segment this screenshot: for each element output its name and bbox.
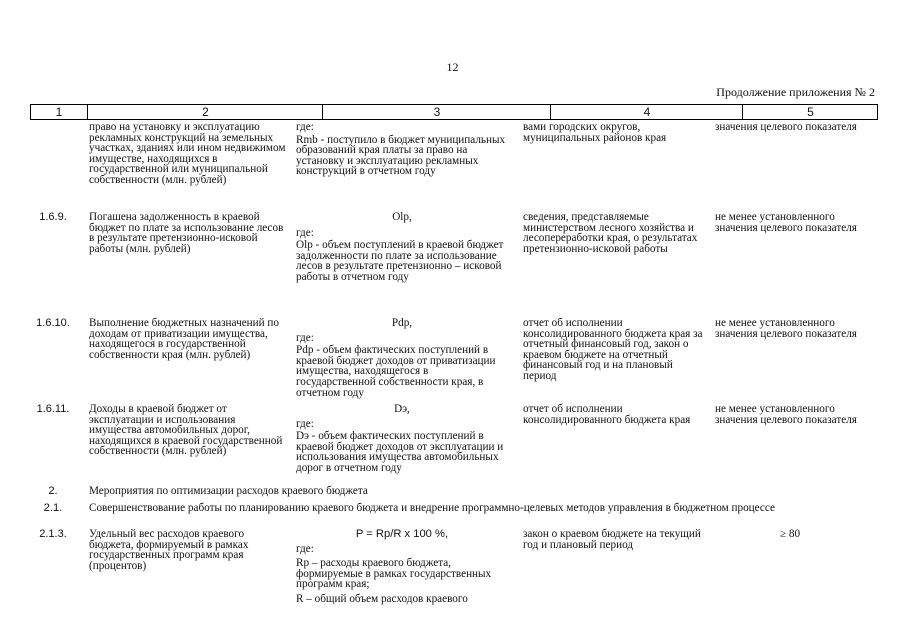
column-header-2: 2	[87, 105, 323, 119]
method-line: Olp - объем поступлений в краевой бюджет задолженности по плате за использование лесов в результате претензионно – исковой работы в отчетном году	[296, 239, 504, 283]
column-header-1: 1	[55, 105, 63, 119]
row-number: 2.1.3.	[39, 528, 67, 540]
indicator-cell: Погашена задолженность в краевой бюджет по плате за использование лесов в результате претензионно-исковой работы (млн. рублей)	[89, 211, 284, 255]
target-cell: не менее установленного значения целевого показателя	[715, 211, 857, 234]
column-header-4: 4	[550, 105, 743, 119]
method-line: Rp – расходы краевого бюджета, формируемые в рамках государственных программ края;	[296, 557, 492, 591]
target-cell: значения целевого показателя	[715, 121, 857, 133]
method-cell	[296, 212, 508, 283]
method-line: где:	[296, 542, 314, 555]
method-line: где:	[296, 417, 314, 430]
formula: Pdp,	[391, 317, 413, 329]
continuation-label: Продолжение приложения № 2	[716, 85, 875, 99]
method-line: R – общий объем расходов краевого	[296, 592, 468, 605]
indicator-cell: Выполнение бюджетных назначений по доходам от приватизации имущества, находящегося в государственной собственности края (млн. рублей)	[89, 317, 279, 361]
row-number: 1.6.10.	[36, 317, 70, 329]
method-line: Pdp - объем фактических поступлений в краевой бюджет доходов от приватизации имущества, находящегося в государственной собственности края, в отчетном году	[296, 344, 496, 399]
method-line: где:	[296, 331, 314, 344]
row-number: 1.6.9.	[39, 211, 67, 223]
method-line: Rmb - поступило в бюджет муниципальных образований края платы за право на установку и эксплуатацию рекламных конструкций в отчетном году	[296, 133, 506, 178]
section-number: 2.	[48, 485, 58, 497]
method-cell	[296, 122, 508, 177]
method-cell	[296, 529, 508, 605]
section-title: Совершенствование работы по планированию краевого бюджета и внедрение программно-целевых методов управления в бюджетном процессе	[89, 502, 775, 514]
source-cell: вами городских округов, муниципальных районов края	[523, 121, 667, 144]
formula: Olp,	[392, 211, 412, 223]
method-line: где:	[296, 121, 314, 133]
source-cell: отчет об исполнении консолидированного бюджета края	[523, 403, 691, 426]
method-cell	[296, 404, 508, 474]
target-cell: не менее установленного значения целевого показателя	[715, 317, 857, 340]
section-number: 2.1.	[43, 502, 63, 514]
source-cell: сведения, представляемые министерством лесного хозяйства и лесопереработки края, о результатах претензионно-исковой работы	[523, 211, 698, 255]
method-line: Dэ - объем фактических поступлений в краевой бюджет доходов от эксплуатации и использования имущества автомобильных дорог в отчетном году	[296, 430, 504, 474]
indicator-cell: Удельный вес расходов краевого бюджета, формируемый в рамках государственных программ края (процентов)	[89, 528, 249, 572]
formula: Dэ,	[394, 403, 410, 415]
source-cell: отчет об исполнении консолидированного бюджета края за отчетный финансовый год, закон о краевом бюджете на отчетный финансовый год и на плановый период	[523, 317, 703, 382]
method-line: где:	[296, 226, 314, 239]
row-number: 1.6.11.	[36, 403, 70, 415]
target-cell: ≥ 80	[779, 528, 801, 540]
source-cell: закон о краевом бюджете на текущий год и плановый период	[523, 528, 701, 551]
column-header-row	[30, 104, 878, 120]
column-header-5: 5	[742, 105, 878, 119]
page-number: 12	[446, 60, 459, 74]
section-title: Мероприятия по оптимизации расходов краевого бюджета	[89, 485, 368, 497]
indicator-cell: Доходы в краевой бюджет от эксплуатации и использования имущества автомобильных дорог, находящихся в краевой государственной собственности (млн. рублей)	[89, 403, 283, 458]
column-header-3: 3	[322, 105, 551, 119]
formula: P = Rp/R x 100 %,	[355, 528, 449, 540]
indicator-cell: право на установку и эксплуатацию рекламных конструкций на земельных участках, зданиях или ином недвижимом имуществе, находящихся в государственной или муниципальной собственности (млн. рублей)	[89, 121, 286, 186]
method-cell	[296, 318, 508, 398]
target-cell: не менее установленного значения целевого показателя	[715, 403, 857, 426]
